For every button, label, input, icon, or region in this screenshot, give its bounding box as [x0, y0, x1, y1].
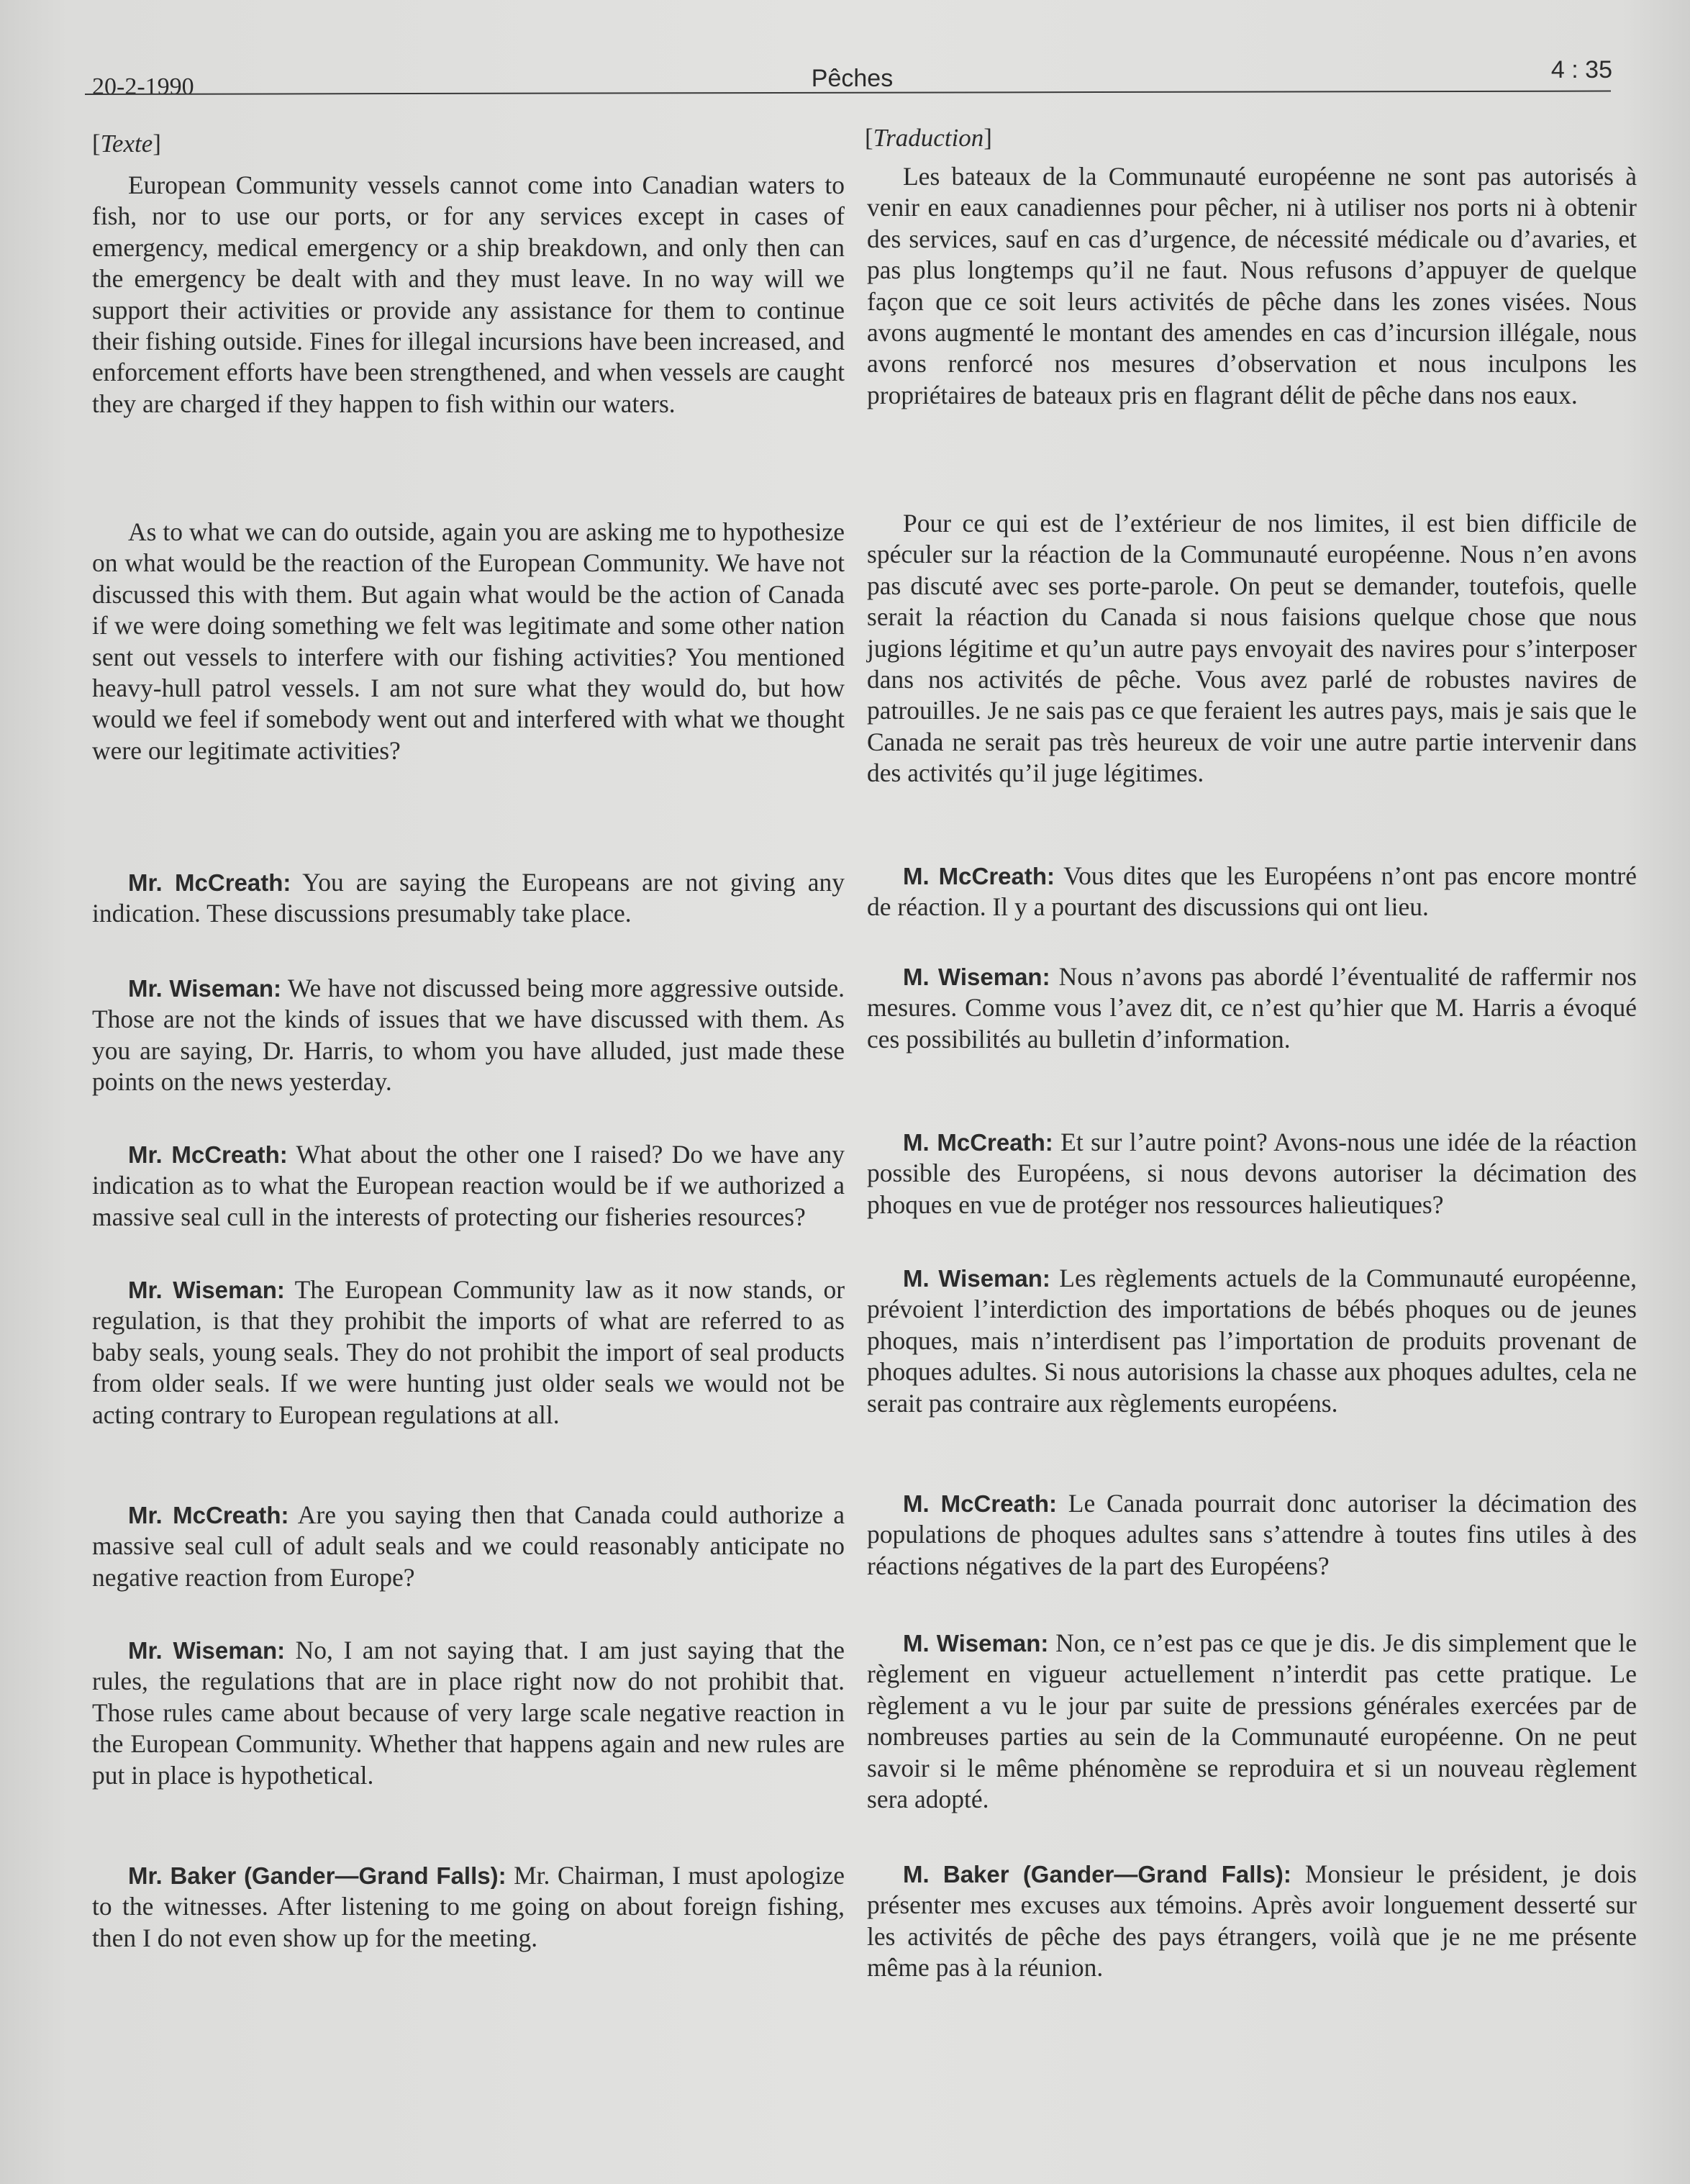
french-paragraph: [867, 1488, 1637, 1582]
french-paragraph: [867, 508, 1637, 789]
speaker-name: M. McCreath:: [903, 1490, 1058, 1517]
paragraph-text: Monsieur le président, je dois présenter mes excuses aux témoins. Après avoir longuement desserté sur les activités de pêche des pays étrangers, voilà que je ne me présente même pas à la réunion.: [867, 1859, 1637, 1983]
header-title: Pêches: [811, 65, 894, 92]
paragraph-text: Les règlements actuels de la Communauté européenne, prévoient l’interdiction des importations de bébés phoques ou de jeunes phoques, mais n’interdisent pas l’importation de produits provenant de phoques adultes. Si nous autorisions la chasse aux phoques adultes, cela ne serait pas contraire aux règlements européens.: [867, 1264, 1637, 1418]
english-paragraph: [92, 867, 845, 930]
speaker-name: Mr. McCreath:: [128, 1141, 288, 1168]
french-paragraph: [867, 1628, 1637, 1815]
english-column-label: [Texte]: [92, 130, 161, 158]
french-paragraph: [867, 1127, 1637, 1220]
english-paragraph: [92, 1500, 845, 1593]
speaker-name: Mr. Wiseman:: [128, 1637, 286, 1664]
english-paragraph: [92, 973, 845, 1098]
paragraph-text: As to what we can do outside, again you are asking me to hypothesize on what would be the reaction of the European Community. We have not discussed this with them. But again what would be the action of Canada if we were doing something we felt was legitimate and some other nation sent out vessels to interfere with our fishing activities? You mentioned heavy-hull patrol vessels. I am not sure what they would do, but how would we feel if somebody went out and interfered with what we thought were our legitimate activities?: [92, 517, 845, 765]
paragraph-text: We have not discussed being more aggressive outside. Those are not the kinds of issues that we have discussed with them. As you are saying, Dr. Harris, to whom you have alluded, just made these points on the news yesterday.: [92, 974, 845, 1097]
paragraph-text: Non, ce n’est pas ce que je dis. Je dis simplement que le règlement en vigueur actuellement n’interdit pas cette pratique. Le règlement a vu le jour par suite de pressions générales exercées par de nombreuses parties au sein de la Communauté européenne. On ne peut savoir si le même phénomène se reproduira et si un nouveau règlement sera adopté.: [867, 1628, 1637, 1814]
paragraph-text: What about the other one I raised? Do we have any indication as to what the European reaction would be if we authorized a massive seal cull in the interests of protecting our fisheries resources?: [92, 1140, 845, 1231]
paragraph-text: No, I am not saying that. I am just saying that the rules, the regulations that are in place right now do not prohibit that. Those rules came about because of very large scale negative reaction in the European Community. Whether that happens again and new rules are put in place is hypothetical.: [92, 1636, 845, 1790]
french-paragraph: [867, 861, 1637, 923]
paragraph-text: Are you saying then that Canada could authorize a massive seal cull of adult seals and we could reasonably anticipate no negative reaction from Europe?: [92, 1500, 845, 1592]
speaker-name: Mr. Baker (Gander—Grand Falls):: [128, 1862, 506, 1889]
paragraph-text: Mr. Chairman, I must apologize to the witnesses. After listening to me going on about foreign fishing, then I do not even show up for the meeting.: [92, 1861, 845, 1952]
paragraph-text: European Community vessels cannot come into Canadian waters to fish, nor to use our ports, or for any services except in cases of emergency, medical emergency or a ship breakdown, and only then can the emergency be dealt with and they must leave. In no way will we support their activities or provide any assistance for them to continue their fishing outside. Fines for illegal incursions have been increased, and enforcement efforts have been strengthened, and when vessels are caught they are charged if they happen to fish within our waters.: [92, 171, 845, 418]
speaker-name: M. McCreath:: [903, 1129, 1053, 1156]
header-page-number: 4 : 35: [1550, 56, 1612, 83]
speaker-name: M. Baker (Gander—Grand Falls):: [903, 1861, 1291, 1888]
english-paragraph: [92, 1139, 845, 1233]
english-paragraph: [92, 1635, 845, 1791]
english-paragraph: [92, 517, 845, 766]
paragraph-text: Vous dites que les Européens n’ont pas encore montré de réaction. Il y a pourtant des discussions qui ont lieu.: [867, 861, 1637, 922]
french-paragraph: [867, 161, 1637, 411]
header-date: 20-2-1990: [92, 73, 194, 100]
paragraph-text: You are saying the Europeans are not giving any indication. These discussions presumably take place.: [92, 868, 845, 928]
english-paragraph: [92, 1860, 845, 1954]
french-paragraph: [867, 1263, 1637, 1419]
speaker-name: Mr. Wiseman:: [128, 1277, 285, 1303]
paragraph-text: Le Canada pourrait donc autoriser la décimation des populations de phoques adultes sans s’attendre à toutes fins utiles à des réactions négatives de la part des Européens?: [867, 1489, 1637, 1580]
speaker-name: Mr. Wiseman:: [128, 975, 282, 1002]
speaker-name: Mr. McCreath:: [128, 869, 291, 896]
french-column-label: [Traduction]: [865, 124, 992, 152]
speaker-name: Mr. McCreath:: [128, 1502, 289, 1528]
paragraph-text: Nous n’avons pas abordé l’éventualité de raffermir nos mesures. Comme vous l’avez dit, ce n’est qu’hier que M. Harris a évoqué ces possibilités au bulletin d’information.: [867, 962, 1637, 1054]
paragraph-text: Les bateaux de la Communauté européenne ne sont pas autorisés à venir en eaux canadiennes pour pêcher, ni à utiliser nos ports ni à obtenir des services, sauf en cas d’urgence, de nécessité médicale ou d’avaries, et pas plus longtemps qu’il ne faut. Nous refusons d’appuyer de quelque façon que ce soit leurs activités de pêche dans les zones visées. Nous avons augmenté le montant des amendes en cas d’incursion illégale, nous avons renforcé nos mesures d’observation et nous inculpons les propriétaires de bateaux pris en flagrant délit de pêche dans nos eaux.: [867, 162, 1637, 409]
page-header: [92, 56, 1612, 105]
french-paragraph: [867, 1859, 1637, 1984]
paragraph-text: Pour ce qui est de l’extérieur de nos limites, il est bien difficile de spéculer sur la réaction de la Communauté européenne. Nous n’en avons pas discuté avec ses porte-parole. On peut se demander, toutefois, quelle serait la réaction du Canada si nous faisions quelque chose que nous jugions légitime et qu’un autre pays envoyait des navires pour s’interposer dans nos activités de pêche. Vous avez parlé de robustes navires de patrouilles. Je ne sais pas ce que feraient les autres pays, mais je sais que le Canada ne serait pas très heureux de voir une autre partie intervenir dans des activités qu’il juge légitimes.: [867, 509, 1637, 788]
english-paragraph: [92, 170, 845, 420]
speaker-name: M. Wiseman:: [903, 964, 1050, 990]
speaker-name: M. Wiseman:: [903, 1630, 1049, 1657]
english-paragraph: [92, 1274, 845, 1431]
paragraph-text: The European Community law as it now stands, or regulation, is that they prohibit the imports of what are referred to as baby seals, young seals. They do not prohibit the import of seal products from older seals. If we were hunting just older seals we would not be acting contrary to European regulations at all.: [92, 1275, 845, 1429]
speaker-name: M. McCreath:: [903, 863, 1055, 889]
speaker-name: M. Wiseman:: [903, 1265, 1050, 1292]
paragraph-text: Et sur l’autre point? Avons-nous une idée de la réaction possible des Européens, si nous devons autoriser la décimation des phoques en vue de protéger nos ressources halieutiques?: [867, 1128, 1637, 1219]
french-paragraph: [867, 961, 1637, 1055]
